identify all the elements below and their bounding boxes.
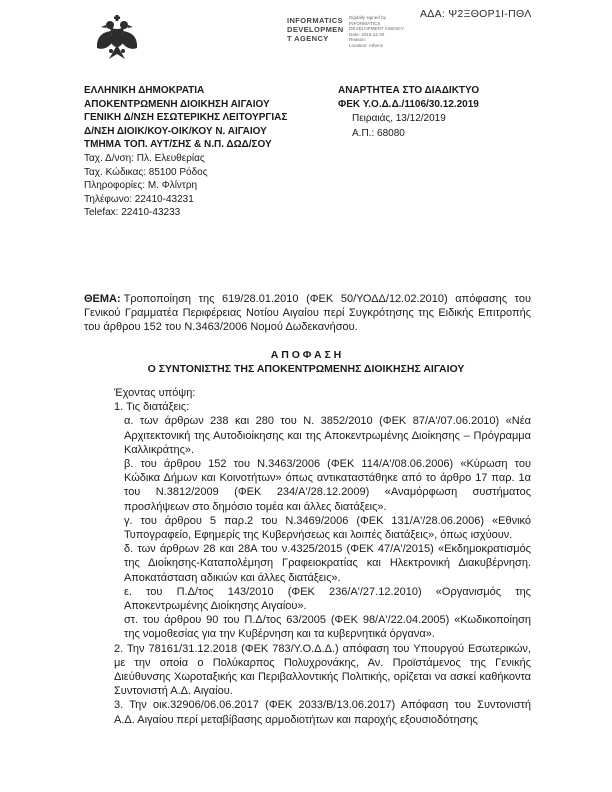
- subject-label: ΘΕΜΑ:: [84, 293, 121, 305]
- agency-line: T AGENCY: [287, 34, 329, 43]
- greek-emblem-icon: [92, 14, 142, 64]
- right-header-block: [338, 84, 479, 141]
- signature-line: INFORMATICS: [349, 20, 381, 26]
- contact-postal-code: Ταχ. Κώδικας: 85100 Ρόδος: [84, 166, 208, 178]
- sender-block: [84, 84, 287, 220]
- signature-line: Digitally signed by: [349, 15, 387, 20]
- place-date: Πειραιάς, 13/12/2019: [352, 113, 446, 125]
- double-headed-eagle-icon: [92, 14, 142, 64]
- ada-code: ΑΔΑ: Ψ2ΞΘΟΡ1Ι-ΠΘΛ: [420, 8, 532, 20]
- fek-reference: ΦΕΚ Υ.Ο.Δ.Δ./1106/30.12.2019: [338, 99, 479, 111]
- sender-line-directorate-general: ΓΕΝΙΚΗ Δ/ΝΣΗ ΕΣΩΤΕΡΙΚΗΣ ΛΕΙΤΟΥΡΓΙΑΣ: [84, 112, 288, 124]
- decision-subtitle: Ο ΣΥΝΤΟΝΙΣΤΗΣ ΤΗΣ ΑΠΟΚΕΝΤΡΩΜΕΝΗΣ ΔΙΟΙΚΗΣΗΣ ΑΙΓΑΙΟΥ: [147, 363, 465, 375]
- agency-line: INFORMATICS: [287, 16, 343, 25]
- sender-line-directorate: Δ/ΝΣΗ ΔΙΟΙΚ/ΚΟΥ-ΟΙΚ/ΚΟΥ Ν. ΑΙΓΑΙΟΥ: [84, 125, 267, 137]
- list-item-1e: ε. του Π.Δ/τος 143/2010 (ΦΕΚ 236/Α'/27.12.2010) «Οργανισμός της Αποκεντρωμένης Διοίκησης Αιγαίου».: [124, 585, 531, 613]
- contact-fax: Telefax: 22410-43233: [84, 207, 181, 219]
- list-item-2: 2. Την 78161/31.12.2018 (ΦΕΚ 783/Υ.Ο.Δ.Δ.) απόφαση του Υπουργού Εσωτερικών, με την οποία ο Πολύκαρπος Πολυχρονάκης, Αν. Προϊστάμενος της Γενικής Διεύθυνσης Χωροταξικής και Περιβαλλοντικής Πολιτικής, ορίζεται να ασκεί καθήκοντα Συντονιστή Α.Δ. Αιγαίου.: [114, 642, 531, 698]
- agency-line: DEVELOPMEN: [287, 25, 344, 34]
- list-item-1a: α. των άρθρων 238 και 280 του Ν. 3852/2010 (ΦΕΚ 87/Α'/07.06.2010) «Νέα Αρχιτεκτονική της Αυτοδιοίκησης και της Αποκεντρωμένης Διοίκησης – Πρόγραμμα Καλλικράτης».: [124, 415, 531, 456]
- signature-line: DEVELOPMENT AGENCY: [349, 26, 405, 32]
- having-regard-intro: Έχοντας υπόψη:: [114, 387, 196, 399]
- sender-line-department: ΤΜΗΜΑ ΤΟΠ. ΑΥΤ/ΣΗΣ & Ν.Π. ΔΩΔ/ΣΟΥ: [84, 139, 272, 151]
- signature-line: Date: 2019.12.30: [349, 31, 385, 37]
- decision-body: [84, 386, 531, 727]
- list-item-1st: στ. του άρθρου 90 του Π.Δ/τος 63/2005 (ΦΕΚ 98/Α'/22.04.2005) «Κωδικοποίηση της νομοθεσίας για την Κυβέρνηση και τα κυβερνητικά όργανα».: [124, 614, 531, 641]
- contact-address: Ταχ. Δ/νση: Πλ. Ελευθερίας: [84, 152, 205, 164]
- subject-paragraph: [84, 292, 531, 334]
- list-item-3: 3. Την οικ.32906/06.06.2017 (ΦΕΚ 2033/Β/13.06.2017) Απόφαση του Συντονιστή Α.Δ. Αιγαίου περί μεταβίβασης αρμοδιοτήτων και παροχής εξουσιοδότησης: [114, 699, 531, 726]
- signature-line: Location: Athens: [349, 42, 383, 48]
- sender-line-administration: ΑΠΟΚΕΝΤΡΩΜΕΝΗ ΔΙΟΙΚΗΣΗ ΑΙΓΑΙΟΥ: [84, 98, 270, 110]
- list-item-1b: β. του άρθρου 152 του Ν.3463/2006 (ΦΕΚ 114/Α'/08.06.2006) «Κύρωση του Κώδικα Δήμων και Κοινοτήτων» όπως αντικαταστάθηκε από το άρθρο 17 παρ. 1α του Ν.3812/2009 (ΦΕΚ 234/Α'/28.12.2009) «Αναμόρφωση συστήματος προσλήψεων στο δημόσιο τομέα και άλλες διατάξεις».: [124, 458, 531, 513]
- subject-text: Τροποποίηση της 619/28.01.2010 (ΦΕΚ 50/ΥΟΔΔ/12.02.2010) απόφασης του Γενικού Γραμματέα Περιφέρειας Νοτίου Αιγαίου περί Συγκρότησης της Ειδικής Επιτροπής του άρθρου 152 του Ν.3463/2006 Νομού Δωδεκανήσου.: [84, 293, 531, 333]
- signature-line: Reason:: [349, 37, 367, 43]
- protocol-number: Α.Π.: 68080: [352, 127, 405, 139]
- internet-posting-label: ΑΝΑΡΤΗΤΕΑ ΣΤΟ ΔΙΑΔΙΚΤΥΟ: [338, 85, 480, 96]
- list-item-1d: δ. των άρθρων 28 και 28Α του ν.4325/2015 (ΦΕΚ 47/Α'/2015) «Εκδημοκρατισμός της Διοίκησης-Καταπολέμηση Γραφειοκρατίας και Ηλεκτρονική Διακυβέρνηση. Αποκατάσταση αδικιών και άλλες διατάξεις».: [124, 543, 531, 584]
- contact-phone: Τηλέφωνο: 22410-43231: [84, 193, 194, 205]
- signature-details: [349, 15, 423, 49]
- sender-line-republic: ΕΛΛΗΝΙΚΗ ΔΗΜΟΚΡΑΤΙΑ: [84, 85, 205, 96]
- decision-title: Α Π Ο Φ Α Σ Η: [270, 349, 342, 361]
- contact-person: Πληροφορίες: Μ. Φλίντρη: [84, 180, 198, 192]
- signature-agency-stamp: [287, 16, 344, 43]
- list-item-1: 1. Τις διατάξεις:: [114, 401, 190, 414]
- list-item-1c: γ. του άρθρου 5 παρ.2 του Ν.3469/2006 (ΦΕΚ 131/Α'/28.06.2006) «Εθνικό Τυπογραφείο, Εφημερίς της Κυβερνήσεως και λοιπές διατάξεις», όπως ισχύουν.: [124, 514, 531, 542]
